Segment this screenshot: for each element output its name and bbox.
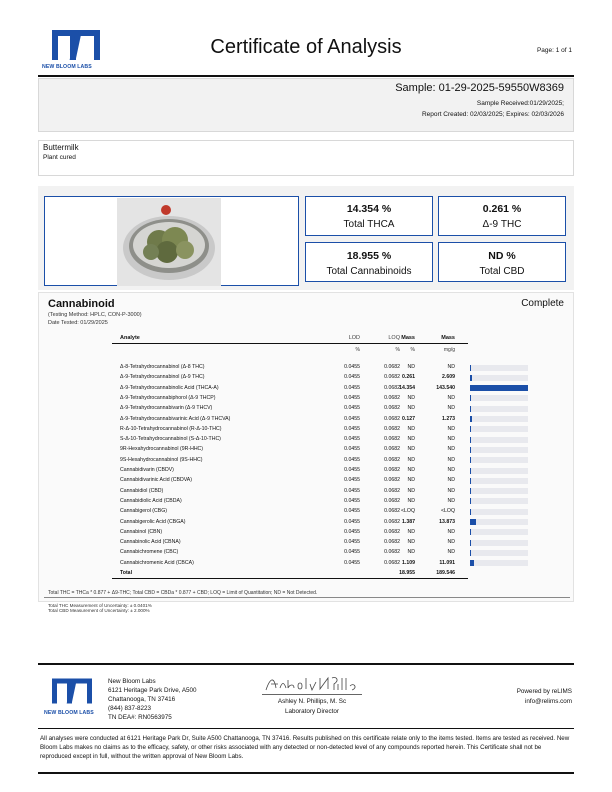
analyte-name: Δ-9-Tetrahydrocannabiphorol (Δ-9 THCP) bbox=[120, 394, 216, 401]
mass-bar bbox=[470, 560, 474, 566]
mass-bar-track bbox=[470, 519, 528, 525]
mass-bar-track bbox=[470, 488, 528, 494]
lod-value: 0.0455 bbox=[344, 487, 360, 494]
loq-value: 0.0682 bbox=[384, 559, 400, 566]
mass-pct-value: ND bbox=[407, 549, 415, 556]
analyte-name: Cannabidiol (CBD) bbox=[120, 487, 164, 494]
lab-name: New Bloom Labs bbox=[108, 678, 156, 685]
lod-value: 0.0455 bbox=[344, 539, 360, 546]
mass-pct-value: <LOQ bbox=[401, 508, 415, 515]
lod-value: 0.0455 bbox=[344, 559, 360, 566]
loq-value: 0.0682 bbox=[384, 446, 400, 453]
loq-value: 0.0682 bbox=[384, 487, 400, 494]
footer-logo-icon bbox=[52, 678, 92, 704]
mass-pct-value: 1.387 bbox=[402, 518, 415, 525]
loq-value: 0.0682 bbox=[384, 456, 400, 463]
mass-mg-value: 143.540 bbox=[436, 384, 455, 391]
analyte-name: R-Δ-10-Tetrahydrocannabinol (R-Δ-10-THC) bbox=[120, 425, 222, 432]
mass-pct-value: ND bbox=[407, 446, 415, 453]
footer-logo-text: NEW BLOOM LABS bbox=[44, 710, 94, 716]
lod-value: 0.0455 bbox=[344, 467, 360, 473]
mass-pct-value: ND bbox=[407, 539, 415, 546]
mass-pct-value: ND bbox=[407, 394, 415, 401]
mass-bar bbox=[470, 437, 471, 443]
loq-value: 0.0682 bbox=[384, 425, 400, 432]
total-mass-mg: 189.546 bbox=[436, 570, 455, 576]
mass-mg-value: <LOQ bbox=[441, 508, 455, 515]
footnote: Total THC = THCa * 0.877 + Δ9-THC; Total CBD = CBDa * 0.877 + CBD; LOQ = Limit of Quantitation; ND = Not Detected. bbox=[48, 590, 318, 596]
lod-value: 0.0455 bbox=[344, 374, 360, 381]
mass-bar-track bbox=[470, 365, 528, 371]
col-header-mass-pct: Mass bbox=[401, 335, 415, 341]
mass-pct-value: 14.354 bbox=[399, 384, 415, 391]
mass-bar bbox=[470, 478, 471, 484]
lod-value: 0.0455 bbox=[344, 415, 360, 422]
analyte-name: Δ-9-Tetrahydrocannabinolic Acid (THCA-A) bbox=[120, 384, 219, 391]
summary-value: 18.955 % bbox=[346, 250, 392, 262]
strain-box bbox=[38, 140, 574, 176]
mass-pct-value: 0.127 bbox=[402, 415, 415, 422]
mass-pct-value: ND bbox=[407, 425, 415, 432]
lab-dea: TN DEA#: RN0563975 bbox=[108, 714, 172, 721]
analyte-name: Cannabichromenic Acid (CBCA) bbox=[120, 559, 194, 566]
loq-value: 0.0682 bbox=[384, 497, 400, 504]
analyte-name: Δ-8-Tetrahydrocannabinol (Δ-8 THC) bbox=[120, 364, 205, 370]
mass-mg-value: ND bbox=[447, 467, 455, 473]
mass-bar bbox=[470, 509, 471, 515]
footnote-rule bbox=[44, 597, 570, 598]
analyte-name: Δ-9-Tetrahydrocannabinol (Δ-9 THC) bbox=[120, 374, 205, 381]
mass-mg-value: ND bbox=[447, 394, 455, 401]
mass-bar bbox=[470, 426, 471, 432]
analyte-name: Cannabidivarinic Acid (CBDVA) bbox=[120, 477, 192, 484]
mass-bar-track bbox=[470, 509, 528, 515]
loq-value: 0.0682 bbox=[384, 539, 400, 546]
mass-pct-value: ND bbox=[407, 477, 415, 484]
mass-bar-track bbox=[470, 395, 528, 401]
mass-bar bbox=[470, 365, 471, 371]
mass-mg-value: ND bbox=[447, 528, 455, 535]
summary-value: 14.354 % bbox=[346, 203, 392, 215]
loq-value: 0.0682 bbox=[384, 518, 400, 525]
mass-bar bbox=[470, 457, 471, 463]
mass-mg-value: 11.091 bbox=[439, 559, 455, 566]
analyte-name: Cannabidivarin (CBDV) bbox=[120, 467, 174, 473]
lod-value: 0.0455 bbox=[344, 508, 360, 515]
mass-bar-track bbox=[470, 468, 528, 474]
mass-bar-track bbox=[470, 550, 528, 556]
table-header-rule bbox=[112, 343, 468, 344]
lod-value: 0.0455 bbox=[344, 364, 360, 370]
lod-value: 0.0455 bbox=[344, 518, 360, 525]
lab-address-1: 6121 Heritage Park Drive, A500 bbox=[108, 687, 197, 694]
section-title: Cannabinoid bbox=[48, 298, 115, 310]
loq-value: 0.0682 bbox=[384, 405, 400, 412]
loq-value: 0.0682 bbox=[384, 436, 400, 443]
summary-value: 0.261 % bbox=[482, 203, 522, 215]
mass-pct-value: ND bbox=[407, 497, 415, 504]
col-header-lod: LOD bbox=[348, 335, 360, 341]
analyte-name: 9S-Hexahydrocannabinol (9S-HHC) bbox=[120, 456, 203, 463]
mass-pct-value: ND bbox=[407, 405, 415, 412]
mass-bar bbox=[470, 395, 471, 401]
lod-value: 0.0455 bbox=[344, 425, 360, 432]
lab-address-2: Chattanooga, TN 37416 bbox=[108, 696, 176, 703]
mass-mg-value: ND bbox=[447, 487, 455, 494]
sample-received: Sample Received:01/29/2025; bbox=[476, 100, 564, 107]
mass-mg-value: ND bbox=[447, 549, 455, 556]
analyte-name: S-Δ-10-Tetrahydrocannabinol (S-Δ-10-THC) bbox=[120, 436, 221, 443]
unit-mass-mg: mg/g bbox=[443, 347, 455, 353]
lod-value: 0.0455 bbox=[344, 456, 360, 463]
lod-value: 0.0455 bbox=[344, 405, 360, 412]
lod-value: 0.0455 bbox=[344, 446, 360, 453]
lod-value: 0.0455 bbox=[344, 394, 360, 401]
analyte-name: Cannabinol (CBN) bbox=[120, 528, 163, 535]
mass-pct-value: ND bbox=[407, 467, 415, 473]
header-divider bbox=[38, 75, 574, 77]
mass-mg-value: 1.273 bbox=[442, 415, 455, 422]
mass-bar-track bbox=[470, 478, 528, 484]
loq-value: 0.0682 bbox=[384, 364, 400, 370]
summary-card-thca bbox=[305, 196, 433, 236]
unit-lod: % bbox=[355, 347, 360, 353]
lod-value: 0.0455 bbox=[344, 497, 360, 504]
total-mass-pct: 18.955 bbox=[399, 570, 415, 576]
page-number: Page: 1 of 1 bbox=[536, 47, 572, 54]
signature-line bbox=[262, 694, 362, 695]
testing-method: (Testing Method: HPLC, CON-P-3000) bbox=[48, 312, 142, 318]
mass-bar bbox=[470, 488, 471, 494]
loq-value: 0.0682 bbox=[384, 528, 400, 535]
col-header-analyte: Analyte bbox=[120, 335, 140, 341]
lod-value: 0.0455 bbox=[344, 436, 360, 443]
footer-top-rule bbox=[38, 663, 574, 665]
strain-name: Buttermilk bbox=[43, 143, 79, 152]
section-status: Complete bbox=[521, 298, 564, 309]
summary-label: Total Cannabinoids bbox=[326, 266, 412, 277]
uncertainty-cbd: Total CBD Measurement of Uncertainty: ± 2.000% bbox=[48, 608, 150, 613]
director-signature bbox=[262, 674, 362, 694]
analyte-name: 9R-Hexahydrocannabinol (9R-HHC) bbox=[120, 446, 204, 453]
mass-bar bbox=[470, 468, 471, 474]
mass-bar bbox=[470, 385, 528, 391]
loq-value: 0.0682 bbox=[384, 549, 400, 556]
powered-by: Powered by reLIMS bbox=[516, 688, 572, 695]
contact-email[interactable]: info@relims.com bbox=[525, 698, 572, 705]
analyte-name: Cannabichromene (CBC) bbox=[120, 549, 179, 556]
loq-value: 0.0682 bbox=[384, 467, 400, 473]
summary-value: ND % bbox=[488, 250, 516, 262]
strain-type: Plant cured bbox=[43, 154, 76, 161]
mass-bar-track bbox=[470, 498, 528, 504]
mass-mg-value: ND bbox=[447, 497, 455, 504]
analyte-name: Cannabigerolic Acid (CBGA) bbox=[120, 518, 186, 525]
mass-mg-value: ND bbox=[447, 425, 455, 432]
sample-id: Sample: 01-29-2025-59550W8369 bbox=[395, 82, 564, 94]
loq-value: 0.0682 bbox=[384, 508, 400, 515]
mass-bar-track bbox=[470, 406, 528, 412]
mass-bar-track bbox=[470, 416, 528, 422]
loq-value: 0.0682 bbox=[384, 374, 400, 381]
director-name: Ashley N. Phillips, M. Sc bbox=[277, 698, 347, 705]
mass-mg-value: 13.873 bbox=[439, 518, 455, 525]
mass-bar-track bbox=[470, 426, 528, 432]
disclaimer: All analyses were conducted at 6121 Heritage Park Dr, Suite A500 Chattanooga, TN 37416. Results published on this certificate relate only to the items tested. Items are tested as received. New Bloom Labs makes no claims as to the efficacy, safety, or other risks associated with any detected or non-detected level of any compounds reported herein. This Certificate shall not be reproduced except in full, without the written approval of New Bloom Labs. bbox=[40, 735, 570, 760]
mass-pct-value: 1.109 bbox=[402, 559, 415, 566]
report-dates: Report Created: 02/03/2025; Expires: 02/03/2026 bbox=[421, 111, 564, 118]
mass-mg-value: ND bbox=[447, 539, 455, 546]
document-title: Certificate of Analysis bbox=[210, 36, 402, 58]
mass-bar-track bbox=[470, 540, 528, 546]
total-label: Total bbox=[120, 570, 133, 576]
mass-pct-value: ND bbox=[407, 456, 415, 463]
mass-bar-track bbox=[470, 437, 528, 443]
col-header-loq: LOQ bbox=[388, 335, 400, 341]
mass-bar-track bbox=[470, 447, 528, 453]
mass-mg-value: ND bbox=[447, 436, 455, 443]
loq-value: 0.0682 bbox=[384, 415, 400, 422]
mass-bar bbox=[470, 519, 476, 525]
mass-bar bbox=[470, 416, 472, 422]
analyte-name: Cannabigerol (CBG) bbox=[120, 508, 167, 515]
date-tested: Date Tested: 01/29/2025 bbox=[48, 320, 108, 326]
col-header-mass-mg: Mass bbox=[441, 335, 455, 341]
unit-loq: % bbox=[395, 347, 400, 353]
lod-value: 0.0455 bbox=[344, 477, 360, 484]
mass-bar bbox=[470, 406, 471, 412]
mass-bar-track bbox=[470, 457, 528, 463]
mass-bar-track bbox=[470, 375, 528, 381]
mass-bar-track bbox=[470, 529, 528, 535]
analyte-name: Cannabidiolic Acid (CBDA) bbox=[120, 497, 182, 504]
mass-pct-value: ND bbox=[407, 436, 415, 443]
mass-bar bbox=[470, 498, 471, 504]
loq-value: 0.0682 bbox=[384, 384, 400, 391]
summary-label: Total CBD bbox=[479, 266, 525, 277]
mass-mg-value: ND bbox=[447, 477, 455, 484]
mass-bar bbox=[470, 550, 471, 556]
mass-bar bbox=[470, 375, 472, 381]
uncertainty-thc: Total THC Measurement of Uncertainty: ± 0.0401% bbox=[48, 603, 152, 608]
loq-value: 0.0682 bbox=[384, 477, 400, 484]
summary-label: Δ-9 THC bbox=[482, 219, 522, 230]
mass-pct-value: ND bbox=[407, 364, 415, 370]
mass-pct-value: ND bbox=[407, 528, 415, 535]
unit-mass-pct: % bbox=[410, 347, 415, 353]
lab-logo-text: NEW BLOOM LABS bbox=[42, 64, 92, 70]
footer-mid-rule bbox=[38, 728, 574, 729]
mass-bar bbox=[470, 447, 471, 453]
mass-mg-value: 2.609 bbox=[442, 374, 455, 381]
mass-bar bbox=[470, 529, 471, 535]
mass-mg-value: ND bbox=[447, 405, 455, 412]
summary-label: Total THCA bbox=[343, 219, 395, 230]
lod-value: 0.0455 bbox=[344, 549, 360, 556]
table-bottom-rule bbox=[112, 578, 468, 579]
mass-mg-value: ND bbox=[447, 364, 455, 370]
mass-pct-value: ND bbox=[407, 487, 415, 494]
sample-photo bbox=[117, 198, 221, 286]
lod-value: 0.0455 bbox=[344, 528, 360, 535]
mass-mg-value: ND bbox=[447, 456, 455, 463]
analyte-name: Δ-9-Tetrahydrocannabivarin (Δ-9 THCV) bbox=[120, 405, 213, 412]
lab-phone: (844) 837-8223 bbox=[108, 705, 152, 712]
lod-value: 0.0455 bbox=[344, 384, 360, 391]
footer-bottom-rule bbox=[38, 772, 574, 774]
director-title: Laboratory Director bbox=[285, 708, 339, 715]
mass-mg-value: ND bbox=[447, 446, 455, 453]
summary-card-thc bbox=[438, 196, 566, 236]
mass-bar-track bbox=[470, 560, 528, 566]
mass-bar bbox=[470, 540, 471, 546]
mass-pct-value: 0.261 bbox=[402, 374, 415, 381]
analyte-name: Δ-9-Tetrahydrocannabivarinic Acid (Δ-9 THCVA) bbox=[120, 415, 231, 422]
analyte-name: Cannabinolic Acid (CBNA) bbox=[120, 539, 181, 546]
loq-value: 0.0682 bbox=[384, 394, 400, 401]
